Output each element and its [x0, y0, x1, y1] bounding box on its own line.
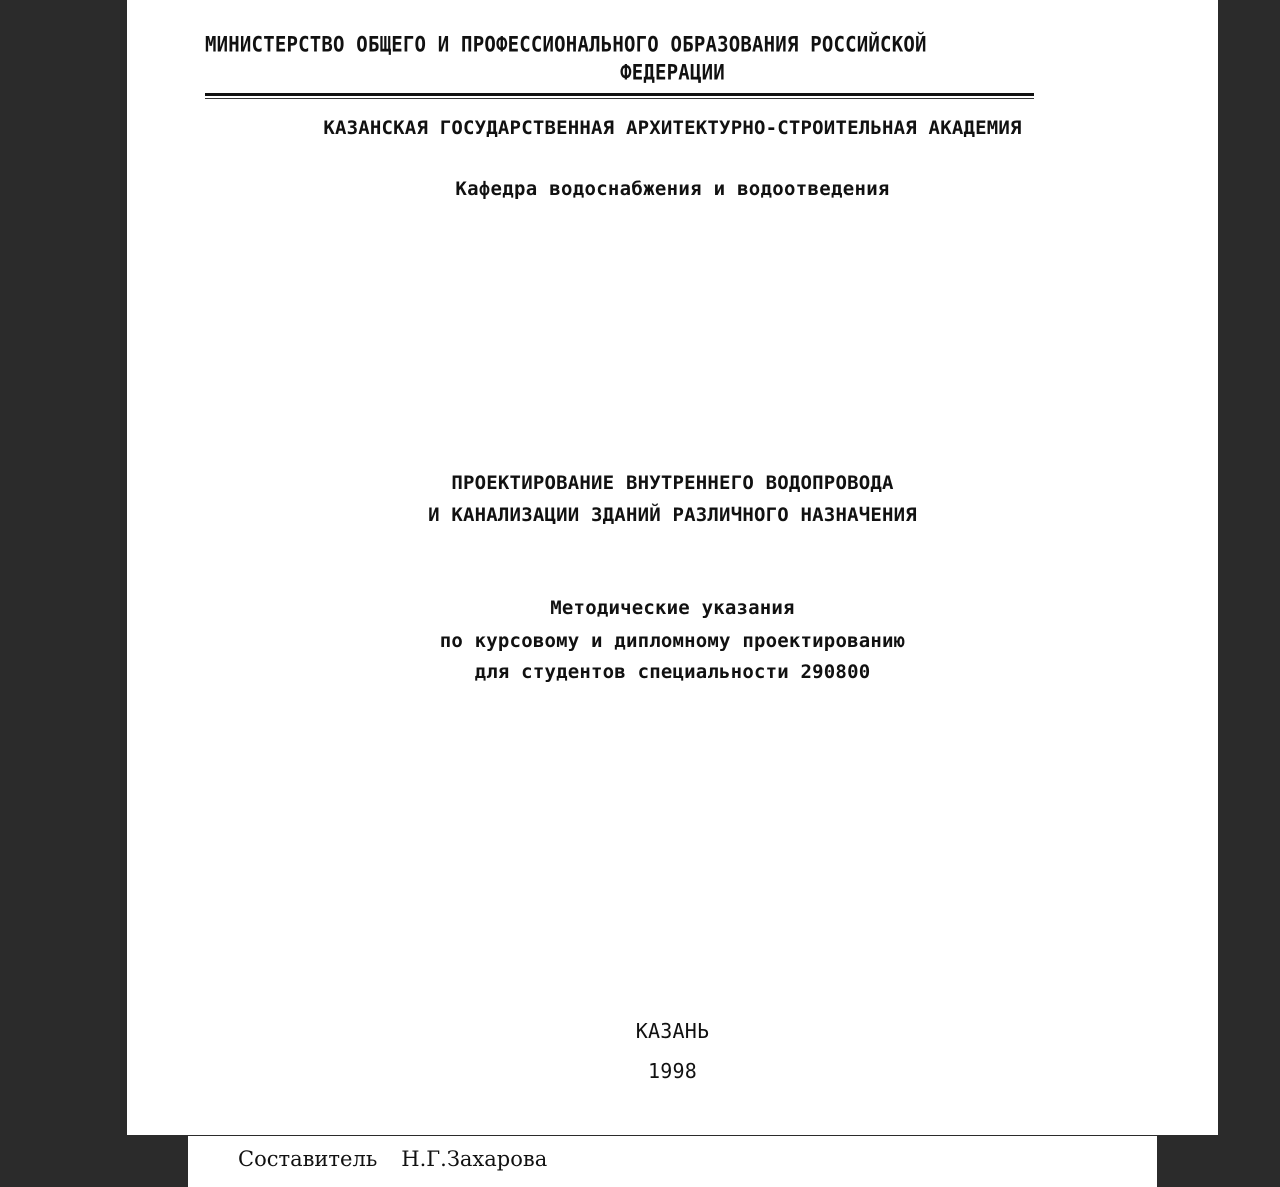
compiler-label: Составитель — [238, 1147, 378, 1171]
document-page — [127, 0, 1218, 1135]
department-name: Кафедра водоснабжения и водоотведения — [455, 178, 890, 200]
compiler-name: Н.Г.Захарова — [401, 1147, 548, 1171]
document-title-line-2: И КАНАЛИЗАЦИИ ЗДАНИЙ РАЗЛИЧНОГО НАЗНАЧЕНИЯ — [428, 504, 917, 526]
publication-city: КАЗАНЬ — [635, 1019, 710, 1043]
subtitle-line-3: для студентов специальности 290800 — [474, 661, 871, 683]
academy-name: КАЗАНСКАЯ ГОСУДАРСТВЕННАЯ АРХИТЕКТУРНО-СТРОИТЕЛЬНАЯ АКАДЕМИЯ — [323, 117, 1022, 139]
subtitle-line-1: Методические указания — [550, 597, 795, 619]
ministry-line-2: ФЕДЕРАЦИИ — [620, 60, 725, 86]
header-divider — [205, 93, 1034, 99]
next-page-fragment — [188, 1136, 1157, 1187]
ministry-line-1: МИНИСТЕРСТВО ОБЩЕГО И ПРОФЕССИОНАЛЬНОГО ОБРАЗОВАНИЯ РОССИЙСКОЙ — [205, 32, 927, 58]
publication-year: 1998 — [648, 1059, 697, 1083]
subtitle-line-2: по курсовому и дипломному проектированию — [439, 630, 906, 652]
compiler-line — [238, 1147, 547, 1171]
document-title-line-1: ПРОЕКТИРОВАНИЕ ВНУТРЕННЕГО ВОДОПРОВОДА — [451, 472, 894, 494]
